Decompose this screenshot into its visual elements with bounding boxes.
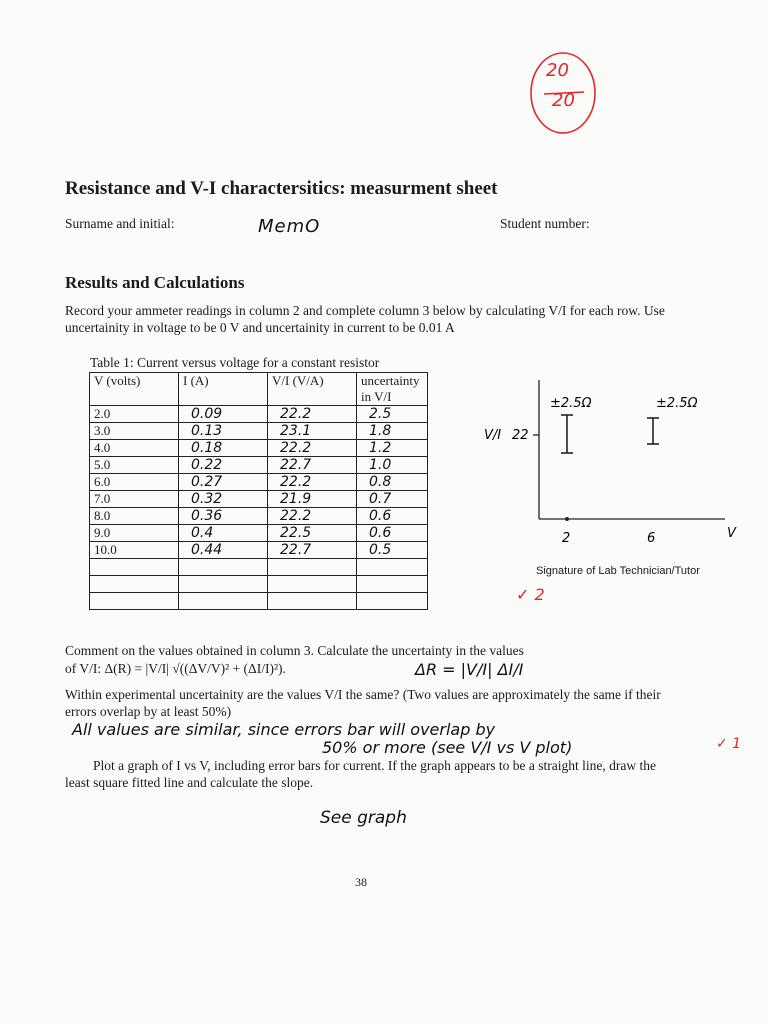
sketch-error-label-2: ±2.5Ω [656,396,698,411]
cell-voltage [90,576,179,593]
cell-uncertainty: 0.6 [357,525,428,542]
surname-value: MemO [258,216,321,237]
cell-ratio [268,576,357,593]
sketch-x-tick-label-2: 6 [647,531,656,546]
cell-ratio: 22.2 [268,406,357,423]
cell-voltage: 7.0 [90,491,179,508]
cell-voltage [90,593,179,610]
answer-line-2: 50% or more (see V/I vs V plot) [322,738,573,757]
header-uncertainty: uncertainty in V/I [357,373,428,406]
cell-current: 0.18 [179,440,268,457]
cell-current [179,576,268,593]
see-graph-note: See graph [320,808,407,828]
delta-r-note: ΔR = |V/I| ΔI/I [415,660,524,679]
table-header-row [90,373,428,406]
cell-ratio [268,559,357,576]
cell-uncertainty: 0.8 [357,474,428,491]
answer-line-1: All values are similar, since errors bar will overlap by [72,720,496,739]
cell-voltage: 6.0 [90,474,179,491]
table-row [90,525,428,542]
cell-voltage: 8.0 [90,508,179,525]
cell-current: 0.22 [179,457,268,474]
cell-uncertainty [357,559,428,576]
table-row [90,542,428,559]
cell-uncertainty [357,593,428,610]
cell-ratio: 22.2 [268,440,357,457]
vi-sketch [470,375,750,550]
section-heading: Results and Calculations [65,273,245,292]
cell-current [179,593,268,610]
sketch-error-label-1: ±2.5Ω [550,396,592,411]
cell-uncertainty: 0.6 [357,508,428,525]
cell-uncertainty [357,576,428,593]
table-row [90,406,428,423]
table-row [90,440,428,457]
cell-current: 0.44 [179,542,268,559]
student-number-label: Student number: [500,216,590,231]
mark-1: ✓ 1 [716,736,742,752]
header-voltage: V (volts) [90,373,179,406]
plot-prompt: Plot a graph of I vs V, including error bars for current. If the graph appears to be a straight line, draw the least square fitted line and calculate the slope. [65,758,656,790]
cell-voltage [90,559,179,576]
cell-ratio: 22.7 [268,542,357,559]
cell-ratio: 21.9 [268,491,357,508]
cell-voltage: 10.0 [90,542,179,559]
surname-label: Surname and initial: [65,216,175,231]
cell-voltage: 5.0 [90,457,179,474]
page-number: 38 [355,875,367,889]
sketch-x-tick-label-1: 2 [562,531,571,546]
cell-voltage: 2.0 [90,406,179,423]
score-total: 20 [552,90,575,111]
cell-current: 0.4 [179,525,268,542]
cell-uncertainty: 1.2 [357,440,428,457]
uncertainty-formula: of V/I: Δ(R) = |V/I| √((ΔV/V)² + (ΔI/I)²). [65,661,286,676]
cell-ratio [268,593,357,610]
cell-current: 0.09 [179,406,268,423]
cell-voltage: 4.0 [90,440,179,457]
sketch-y-tick-label: 22 [512,428,529,443]
table-row [90,474,428,491]
within-prompt: Within experimental uncertainity are the values V/I the same? (Two values are approximately the same if their errors overlap by at least 50%) [65,687,661,719]
cell-voltage: 9.0 [90,525,179,542]
table-row [90,457,428,474]
cell-ratio: 22.5 [268,525,357,542]
signature-caption: Signature of Lab Technician/Tutor [536,565,700,577]
header-current: I (A) [179,373,268,406]
instructions-text: Record your ammeter readings in column 2 and complete column 3 below by calculating V/I for each row. Use uncertainity in voltage to be 0 V and uncertainity in current to be 0.01 A [65,303,665,335]
table-row [90,559,428,576]
comment-prompt: Comment on the values obtained in column 3. Calculate the uncertainty in the values [65,643,524,658]
cell-uncertainty: 1.8 [357,423,428,440]
page-title: Resistance and V-I charactersitics: measurment sheet [65,178,498,199]
sketch-y-label: V/I [484,428,502,443]
score-earned: 20 [546,60,569,81]
table-row [90,423,428,440]
cell-uncertainty: 0.7 [357,491,428,508]
mark-2: ✓ 2 [516,585,545,604]
table-row [90,491,428,508]
table-row [90,593,428,610]
results-table [89,372,428,610]
table-row [90,576,428,593]
header-ratio: V/I (V/A) [268,373,357,406]
cell-current: 0.32 [179,491,268,508]
cell-current: 0.27 [179,474,268,491]
cell-current [179,559,268,576]
sketch-x-label: V [727,526,736,541]
cell-ratio: 22.2 [268,508,357,525]
cell-current: 0.13 [179,423,268,440]
cell-uncertainty: 2.5 [357,406,428,423]
cell-voltage: 3.0 [90,423,179,440]
cell-uncertainty: 1.0 [357,457,428,474]
cell-ratio: 22.2 [268,474,357,491]
cell-ratio: 23.1 [268,423,357,440]
cell-uncertainty: 0.5 [357,542,428,559]
table-row [90,508,428,525]
table-caption: Table 1: Current versus voltage for a constant resistor [90,355,380,370]
cell-current: 0.36 [179,508,268,525]
cell-ratio: 22.7 [268,457,357,474]
